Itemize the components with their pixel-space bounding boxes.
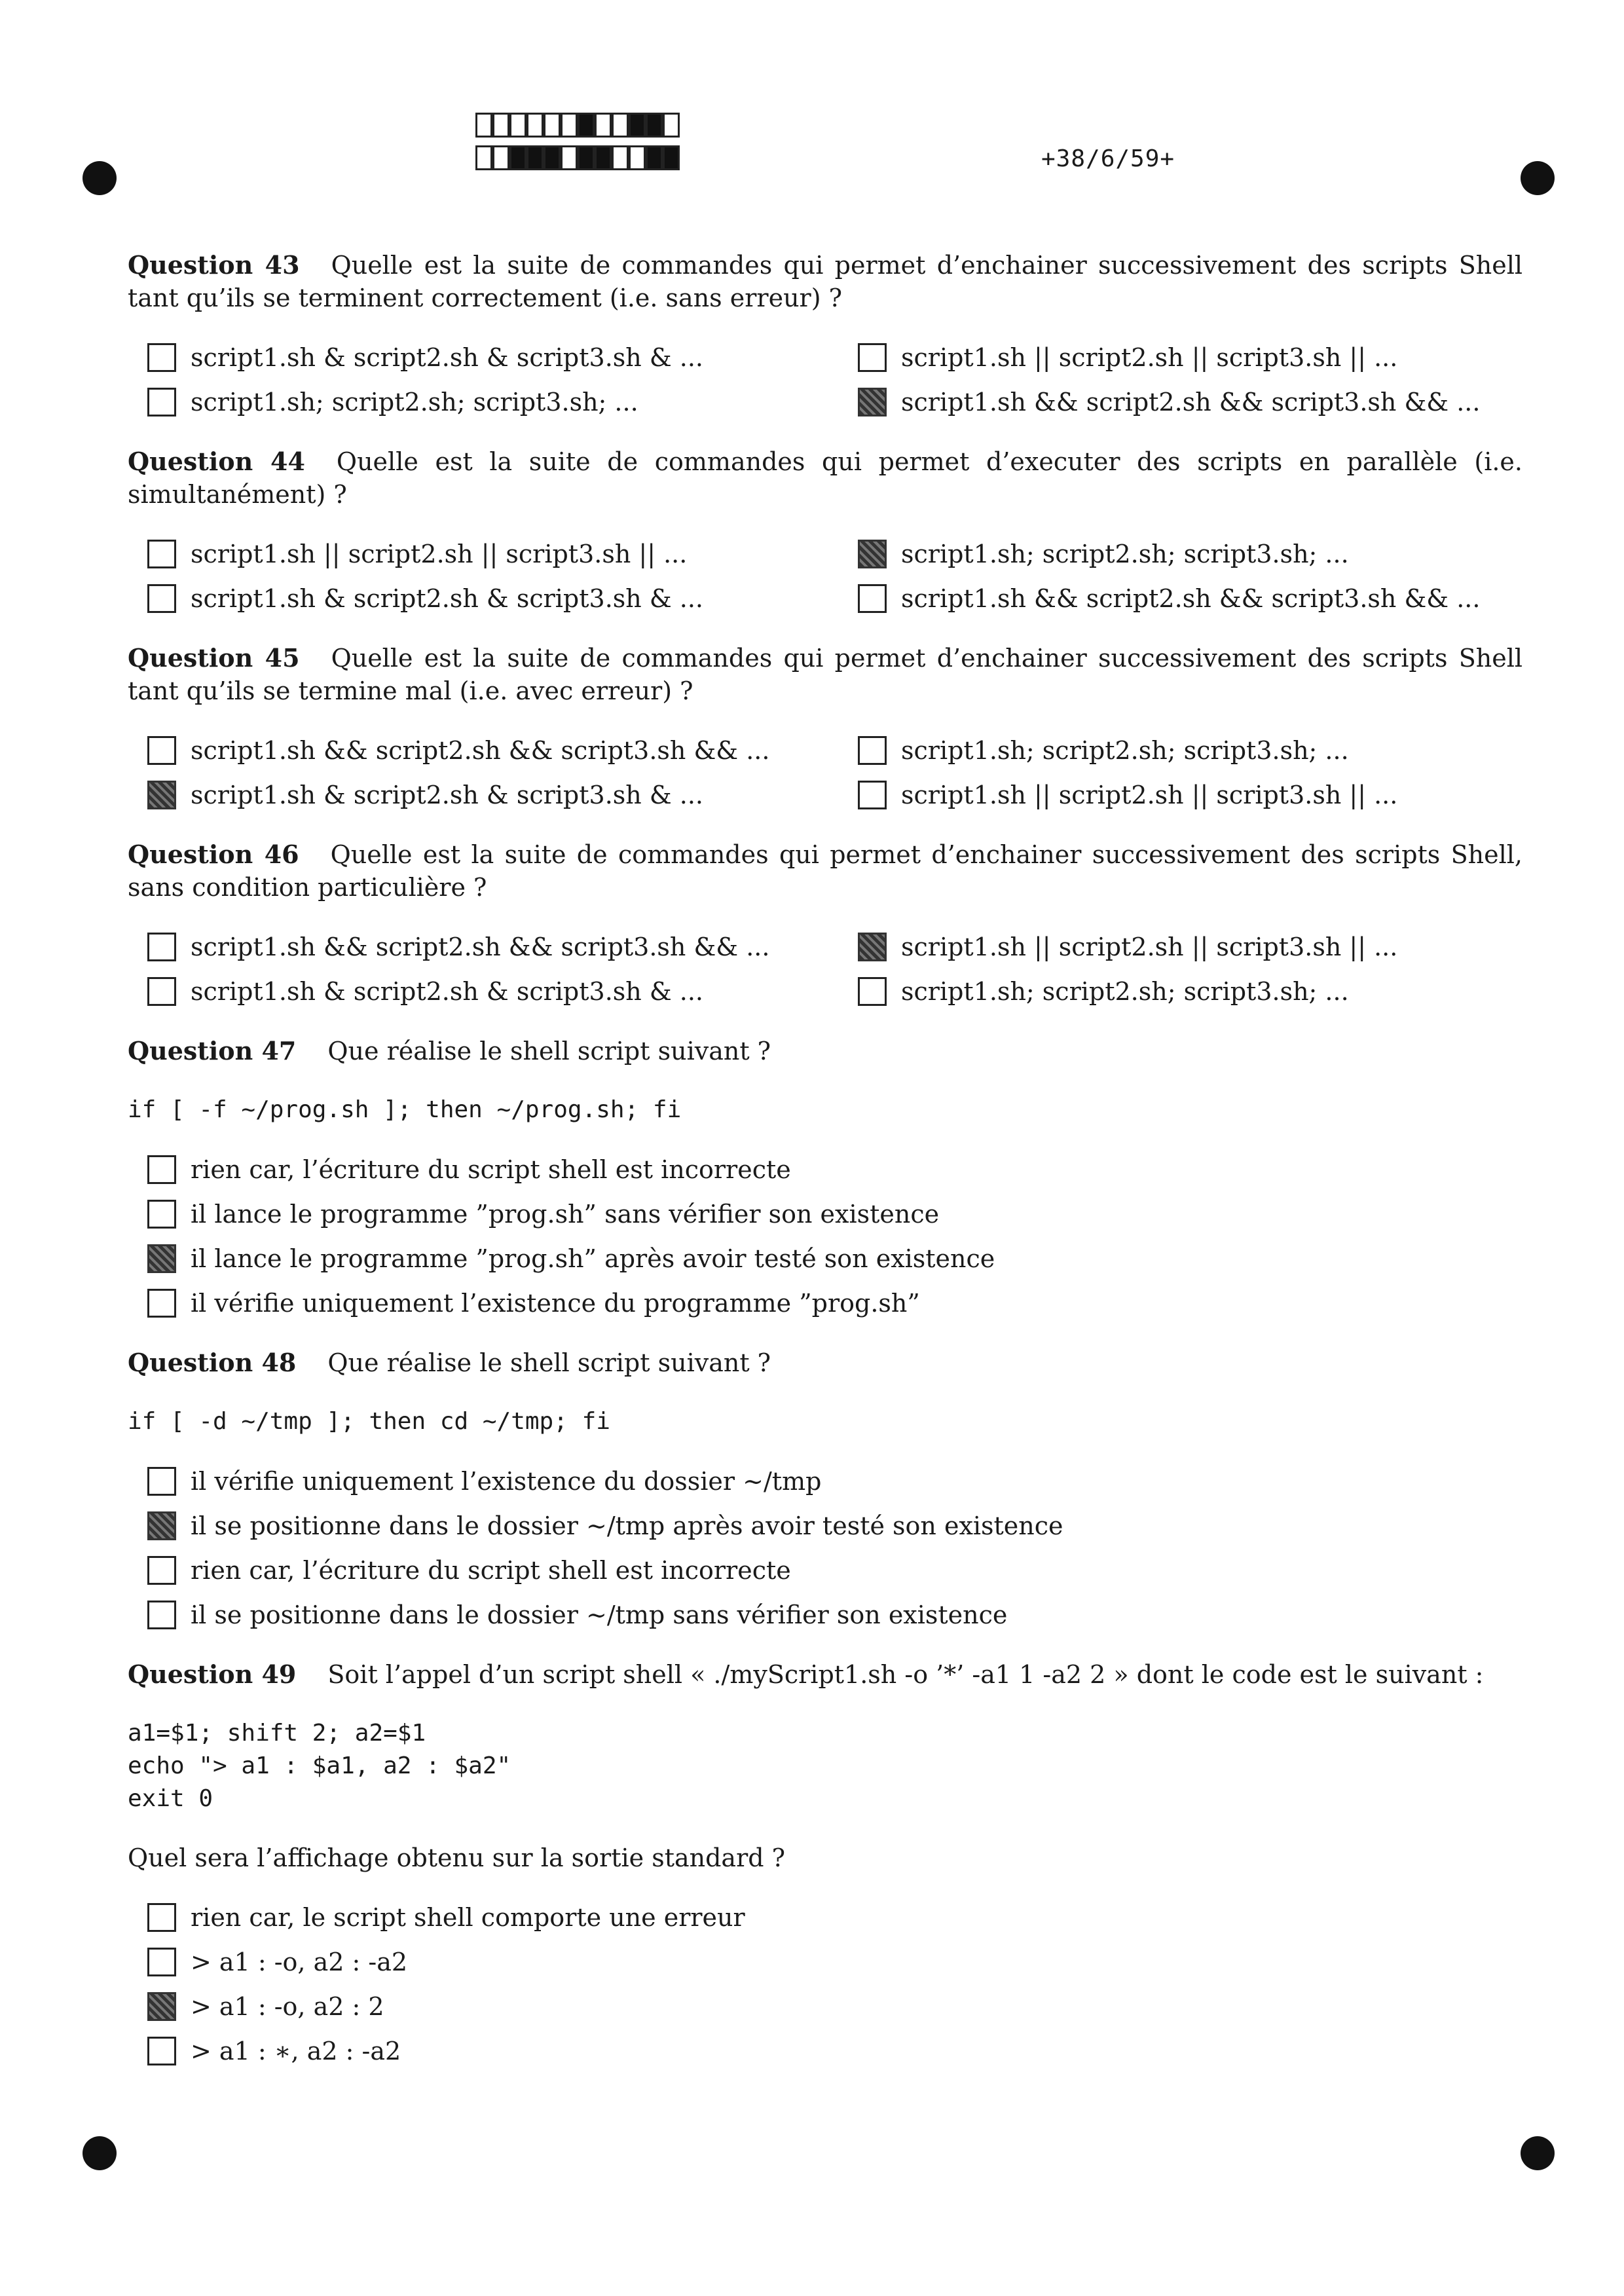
checked-box-icon[interactable]	[147, 1511, 176, 1540]
answer-label: script1.sh || script2.sh || script3.sh || ...	[901, 781, 1398, 809]
question-prompt: Quelle est la suite de commandes qui permet d’enchainer successivement des scripts Shell, sans condition particulière ?	[128, 840, 1522, 902]
question-prompt: Quelle est la suite de commandes qui permet d’executer des scripts en parallèle (i.e. simultanément) ?	[128, 447, 1522, 509]
id-barcode-row-2	[475, 145, 680, 170]
question-text	[128, 642, 1522, 707]
id-barcode-row-1	[475, 113, 680, 138]
checked-box-icon[interactable]	[858, 388, 887, 417]
checked-box-icon[interactable]	[858, 540, 887, 568]
barcode-cell	[526, 145, 544, 170]
barcode-cell	[544, 145, 561, 170]
registration-mark-top-right	[1521, 161, 1555, 195]
empty-checkbox-icon[interactable]	[858, 781, 887, 809]
answer-label: il se positionne dans le dossier ∼/tmp après avoir testé son existence	[191, 1511, 1063, 1540]
answer-option[interactable]	[838, 582, 1522, 616]
answer-option[interactable]	[128, 974, 838, 1009]
answer-option[interactable]	[838, 733, 1522, 768]
barcode-cell	[595, 113, 612, 138]
answer-option[interactable]	[128, 733, 838, 768]
question-number: Question 45	[128, 643, 300, 673]
answer-option[interactable]	[128, 1945, 1522, 1979]
answer-label: rien car, le script shell comporte une erreur	[191, 1903, 745, 1932]
question-text	[128, 445, 1522, 511]
registration-mark-bottom-left	[83, 2136, 117, 2170]
answer-label: > a1 : -o, a2 : -a2	[191, 1948, 408, 1976]
question-number: Question 49	[128, 1659, 297, 1689]
empty-checkbox-icon[interactable]	[147, 933, 176, 961]
barcode-cell	[578, 145, 595, 170]
answer-option[interactable]	[128, 1153, 1522, 1187]
answer-option[interactable]	[128, 2034, 1522, 2068]
answer-label: > a1 : ∗, a2 : -a2	[191, 2037, 401, 2065]
question-number: Question 44	[128, 447, 305, 476]
answer-option[interactable]	[838, 778, 1522, 812]
answer-option[interactable]	[128, 778, 838, 812]
answer-option[interactable]	[128, 537, 838, 571]
barcode-cell	[663, 145, 680, 170]
question-block	[128, 1658, 1522, 2068]
page-id: +38/6/59+	[1041, 145, 1175, 172]
empty-checkbox-icon[interactable]	[147, 1200, 176, 1229]
empty-checkbox-icon[interactable]	[147, 1948, 176, 1976]
answer-label: script1.sh && script2.sh && script3.sh && ...	[191, 736, 770, 765]
answer-label: script1.sh & script2.sh & script3.sh & ...	[191, 584, 703, 613]
barcode-cell	[646, 113, 663, 138]
empty-checkbox-icon[interactable]	[858, 343, 887, 372]
question-text	[128, 1035, 1522, 1067]
question-block	[128, 1346, 1522, 1632]
empty-checkbox-icon[interactable]	[147, 2037, 176, 2065]
checked-box-icon[interactable]	[147, 1992, 176, 2021]
question-block	[128, 642, 1522, 812]
question-prompt: Que réalise le shell script suivant ?	[327, 1037, 771, 1065]
question-prompt: Quelle est la suite de commandes qui permet d’enchainer successivement des scripts Shell tant qu’ils se terminent correctement (i.e. sans erreur) ?	[128, 251, 1523, 312]
barcode-cell	[509, 145, 526, 170]
answer-option[interactable]	[128, 1242, 1522, 1276]
answer-label: il vérifie uniquement l’existence du programme ”prog.sh”	[191, 1289, 920, 1318]
checked-box-icon[interactable]	[858, 933, 887, 961]
answer-option[interactable]	[128, 1900, 1522, 1935]
checked-box-icon[interactable]	[147, 781, 176, 809]
questions-container	[128, 249, 1522, 2094]
empty-checkbox-icon[interactable]	[147, 540, 176, 568]
answer-option[interactable]	[838, 385, 1522, 419]
answer-option[interactable]	[838, 537, 1522, 571]
barcode-cell	[595, 145, 612, 170]
answer-label: script1.sh; script2.sh; script3.sh; ...	[901, 977, 1349, 1006]
answer-option[interactable]	[128, 1286, 1522, 1320]
question-number: Question 46	[128, 840, 299, 869]
empty-checkbox-icon[interactable]	[147, 1155, 176, 1184]
answer-options	[128, 537, 1522, 616]
question-block	[128, 838, 1522, 1009]
answer-option[interactable]	[128, 930, 838, 964]
answer-option[interactable]	[128, 1464, 1522, 1498]
answer-options	[128, 1153, 1522, 1320]
answer-option[interactable]	[838, 341, 1522, 375]
question-number: Question 48	[128, 1348, 297, 1377]
code-snippet: if [ -f ~/prog.sh ]; then ~/prog.sh; fi	[128, 1096, 682, 1123]
answer-label: il lance le programme ”prog.sh” après avoir testé son existence	[191, 1244, 995, 1273]
empty-checkbox-icon[interactable]	[147, 977, 176, 1006]
answer-option[interactable]	[838, 930, 1522, 964]
barcode-cell	[629, 113, 646, 138]
answer-label: script1.sh || script2.sh || script3.sh || ...	[191, 540, 688, 568]
code-snippet: if [ -d ~/tmp ]; then cd ~/tmp; fi	[128, 1408, 610, 1435]
barcode-cell	[561, 145, 578, 170]
answer-options	[128, 733, 1522, 812]
barcode-cell	[492, 113, 509, 138]
answer-option[interactable]	[128, 341, 838, 375]
empty-checkbox-icon[interactable]	[147, 1467, 176, 1496]
answer-option[interactable]	[128, 1197, 1522, 1231]
empty-checkbox-icon[interactable]	[147, 584, 176, 613]
answer-label: script1.sh; script2.sh; script3.sh; ...	[901, 736, 1349, 765]
barcode-cell	[646, 145, 663, 170]
question-text	[128, 1346, 1522, 1379]
barcode-cell	[475, 145, 492, 170]
answer-option[interactable]	[128, 1598, 1522, 1632]
answer-label: rien car, l’écriture du script shell est incorrecte	[191, 1556, 791, 1585]
barcode-cell	[578, 113, 595, 138]
question-text	[128, 838, 1522, 904]
question-prompt: Quelle est la suite de commandes qui permet d’enchainer successivement des scripts Shell tant qu’ils se termine mal (i.e. avec erreur) ?	[128, 644, 1523, 705]
answer-option[interactable]	[128, 385, 838, 419]
question-block	[128, 1035, 1522, 1320]
empty-checkbox-icon[interactable]	[858, 736, 887, 765]
sub-question-text: Quel sera l’affichage obtenu sur la sortie standard ?	[128, 1843, 786, 1872]
answer-option[interactable]	[838, 974, 1522, 1009]
answer-option[interactable]	[128, 582, 838, 616]
answer-label: il lance le programme ”prog.sh” sans vérifier son existence	[191, 1200, 940, 1229]
answer-label: il vérifie uniquement l’existence du dossier ∼/tmp	[191, 1467, 822, 1496]
barcode-cell	[475, 113, 492, 138]
empty-checkbox-icon[interactable]	[147, 736, 176, 765]
empty-checkbox-icon[interactable]	[147, 1601, 176, 1629]
answer-label: rien car, l’écriture du script shell est incorrecte	[191, 1155, 791, 1184]
empty-checkbox-icon[interactable]	[858, 977, 887, 1006]
answer-label: script1.sh && script2.sh && script3.sh && ...	[901, 584, 1481, 613]
question-text	[128, 1658, 1522, 1691]
registration-mark-bottom-right	[1521, 2136, 1555, 2170]
barcode-cell	[663, 113, 680, 138]
answer-options	[128, 1900, 1522, 2068]
barcode-cell	[526, 113, 544, 138]
registration-mark-top-left	[83, 161, 117, 195]
answer-label: script1.sh && script2.sh && script3.sh && ...	[191, 933, 770, 961]
answer-label: script1.sh || script2.sh || script3.sh || ...	[901, 343, 1398, 372]
empty-checkbox-icon[interactable]	[147, 1903, 176, 1932]
empty-checkbox-icon[interactable]	[147, 388, 176, 417]
answer-label: script1.sh || script2.sh || script3.sh || ...	[901, 933, 1398, 961]
answer-label: script1.sh & script2.sh & script3.sh & ...	[191, 781, 703, 809]
empty-checkbox-icon[interactable]	[147, 343, 176, 372]
answer-label: script1.sh & script2.sh & script3.sh & ...	[191, 977, 703, 1006]
barcode-cell	[492, 145, 509, 170]
answer-label: il se positionne dans le dossier ∼/tmp sans vérifier son existence	[191, 1601, 1008, 1629]
empty-checkbox-icon[interactable]	[147, 1556, 176, 1585]
answer-option[interactable]	[128, 1509, 1522, 1543]
question-block	[128, 249, 1522, 419]
answer-label: > a1 : -o, a2 : 2	[191, 1992, 384, 2021]
answer-label: script1.sh; script2.sh; script3.sh; ...	[901, 540, 1349, 568]
answer-label: script1.sh & script2.sh & script3.sh & ...	[191, 343, 703, 372]
barcode-cell	[629, 145, 646, 170]
barcode-cell	[509, 113, 526, 138]
answer-options	[128, 1464, 1522, 1632]
question-prompt: Que réalise le shell script suivant ?	[327, 1348, 771, 1377]
barcode-cell	[561, 113, 578, 138]
answer-options	[128, 930, 1522, 1009]
checked-box-icon[interactable]	[147, 1244, 176, 1273]
barcode-cell	[612, 113, 629, 138]
question-prompt: Soit l’appel d’un script shell « ./myScript1.sh -o ’*’ -a1 1 -a2 2 » dont le code est le suivant :	[327, 1660, 1484, 1689]
answer-label: script1.sh; script2.sh; script3.sh; ...	[191, 388, 638, 417]
empty-checkbox-icon[interactable]	[147, 1289, 176, 1318]
answer-options	[128, 341, 1522, 419]
question-text	[128, 249, 1522, 314]
empty-checkbox-icon[interactable]	[858, 584, 887, 613]
question-block	[128, 445, 1522, 616]
answer-option[interactable]	[128, 1990, 1522, 2024]
code-snippet: a1=$1; shift 2; a2=$1 echo "> a1 : $a1, a2 : $a2" exit 0	[128, 1720, 511, 1812]
barcode-cell	[544, 113, 561, 138]
question-number: Question 43	[128, 250, 300, 280]
barcode-cell	[612, 145, 629, 170]
question-number: Question 47	[128, 1036, 297, 1065]
answer-label: script1.sh && script2.sh && script3.sh && ...	[901, 388, 1481, 417]
answer-option[interactable]	[128, 1553, 1522, 1587]
